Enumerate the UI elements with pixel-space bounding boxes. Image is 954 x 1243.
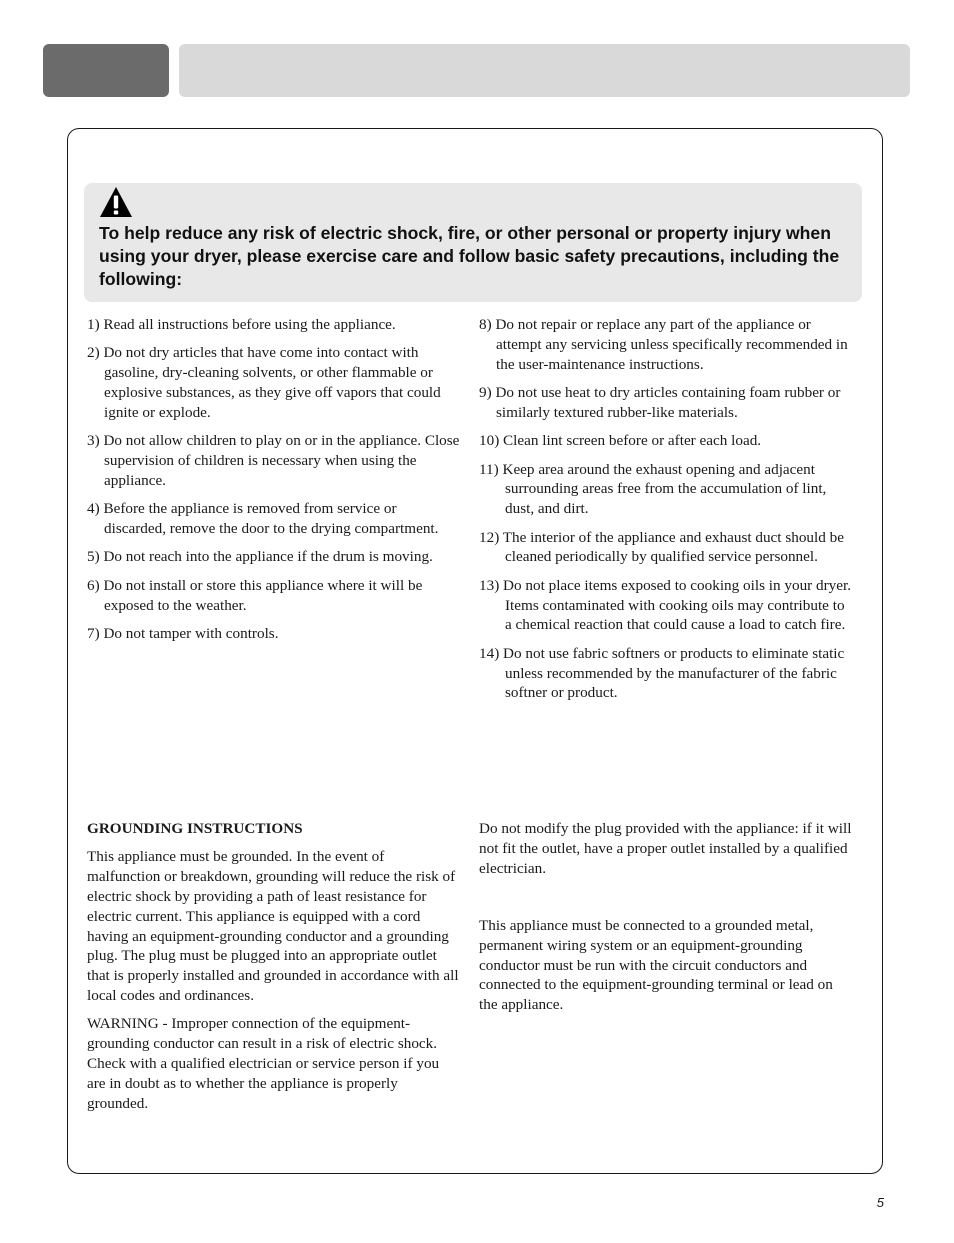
instructions-right-column bbox=[479, 315, 854, 712]
list-item: 7) Do not tamper with controls. bbox=[87, 624, 279, 642]
grounding-warning-paragraph: WARNING - Improper connection of the equipment-grounding conductor can result in a risk of electric shock. Check with a qualified electrician or service person if you are in doubt as to whether the appliance is properly grounded. bbox=[87, 1015, 440, 1112]
list-item: 3) Do not allow children to play on or in the appliance. Close supervision of children is necessary when using the appliance. bbox=[87, 432, 460, 489]
list-item: 4) Before the appliance is removed from service or discarded, remove the door to the drying compartment. bbox=[87, 500, 439, 537]
grounding-heading: GROUNDING INSTRUCTIONS bbox=[87, 820, 303, 837]
list-item: 12) The interior of the appliance and exhaust duct should be cleaned periodically by qualified service personnel. bbox=[479, 528, 844, 566]
grounding-paragraph: This appliance must be grounded. In the event of malfunction or breakdown, grounding will reduce the risk of electric shock by providing a path of least resistance for electric current. This appliance is equipped with a cord having an equipment-grounding conductor and a grounding plug. The plug must be plugged into an appropriate outlet that is properly installed and grounded in accordance with all local codes and ordinances. bbox=[87, 848, 459, 1004]
warning-triangle-icon bbox=[99, 186, 133, 218]
safety-instructions-list bbox=[479, 315, 854, 703]
list-item: 2) Do not dry articles that have come into contact with gasoline, dry-cleaning solvents, or other flammable or explosive substances, as they give off vapors that could ignite or explode. bbox=[87, 344, 441, 421]
list-item: 1) Read all instructions before using the appliance. bbox=[87, 316, 396, 333]
list-item: 5) Do not reach into the appliance if the drum is moving. bbox=[87, 548, 433, 566]
list-item: 8) Do not repair or replace any part of the appliance or attempt any servicing unless specifically recommended in the user-maintenance instructions. bbox=[479, 316, 848, 373]
list-item: 13) Do not place items exposed to cooking oils in your dryer. Items contaminated with cooking oils may contribute to a chemical reaction that could cause a load to catch fire. bbox=[479, 576, 852, 634]
list-item: 10) Clean lint screen before or after each load. bbox=[479, 432, 762, 450]
grounding-paragraph: Do not modify the plug provided with the appliance: if it will not fit the outlet, have a proper outlet installed by a qualified electrician. bbox=[479, 820, 852, 877]
header-tab bbox=[43, 44, 169, 97]
safety-warning-text: To help reduce any risk of electric shock, fire, or other personal or property injury when using your dryer, please exercise care and follow basic safety precautions, including the following: bbox=[99, 223, 840, 289]
list-item: 9) Do not use heat to dry articles containing foam rubber or similarly textured rubber-like materials. bbox=[479, 383, 841, 421]
header-bar bbox=[179, 44, 910, 97]
safety-instructions-list bbox=[87, 315, 462, 644]
grounding-instructions-left bbox=[87, 819, 459, 1122]
list-item: 14) Do not use fabric softners or products to eliminate static unless recommended by the manufacturer of the fabric softner or product. bbox=[479, 644, 845, 702]
grounding-paragraph: This appliance must be connected to a grounded metal, permanent wiring system or an equipment-grounding conductor must be run with the circuit conductors and connected to the equipment-grounding terminal or lead on the appliance. bbox=[479, 916, 833, 1014]
page-number: 5 bbox=[876, 1195, 884, 1210]
safety-warning-box bbox=[84, 183, 862, 302]
list-item: 6) Do not install or store this appliance where it will be exposed to the weather. bbox=[87, 576, 423, 614]
list-item: 11) Keep area around the exhaust opening and adjacent surrounding areas free from the accumulation of lint, dust, and dirt. bbox=[479, 460, 827, 518]
grounding-instructions-right bbox=[479, 819, 854, 1024]
instructions-left-column bbox=[87, 315, 462, 652]
